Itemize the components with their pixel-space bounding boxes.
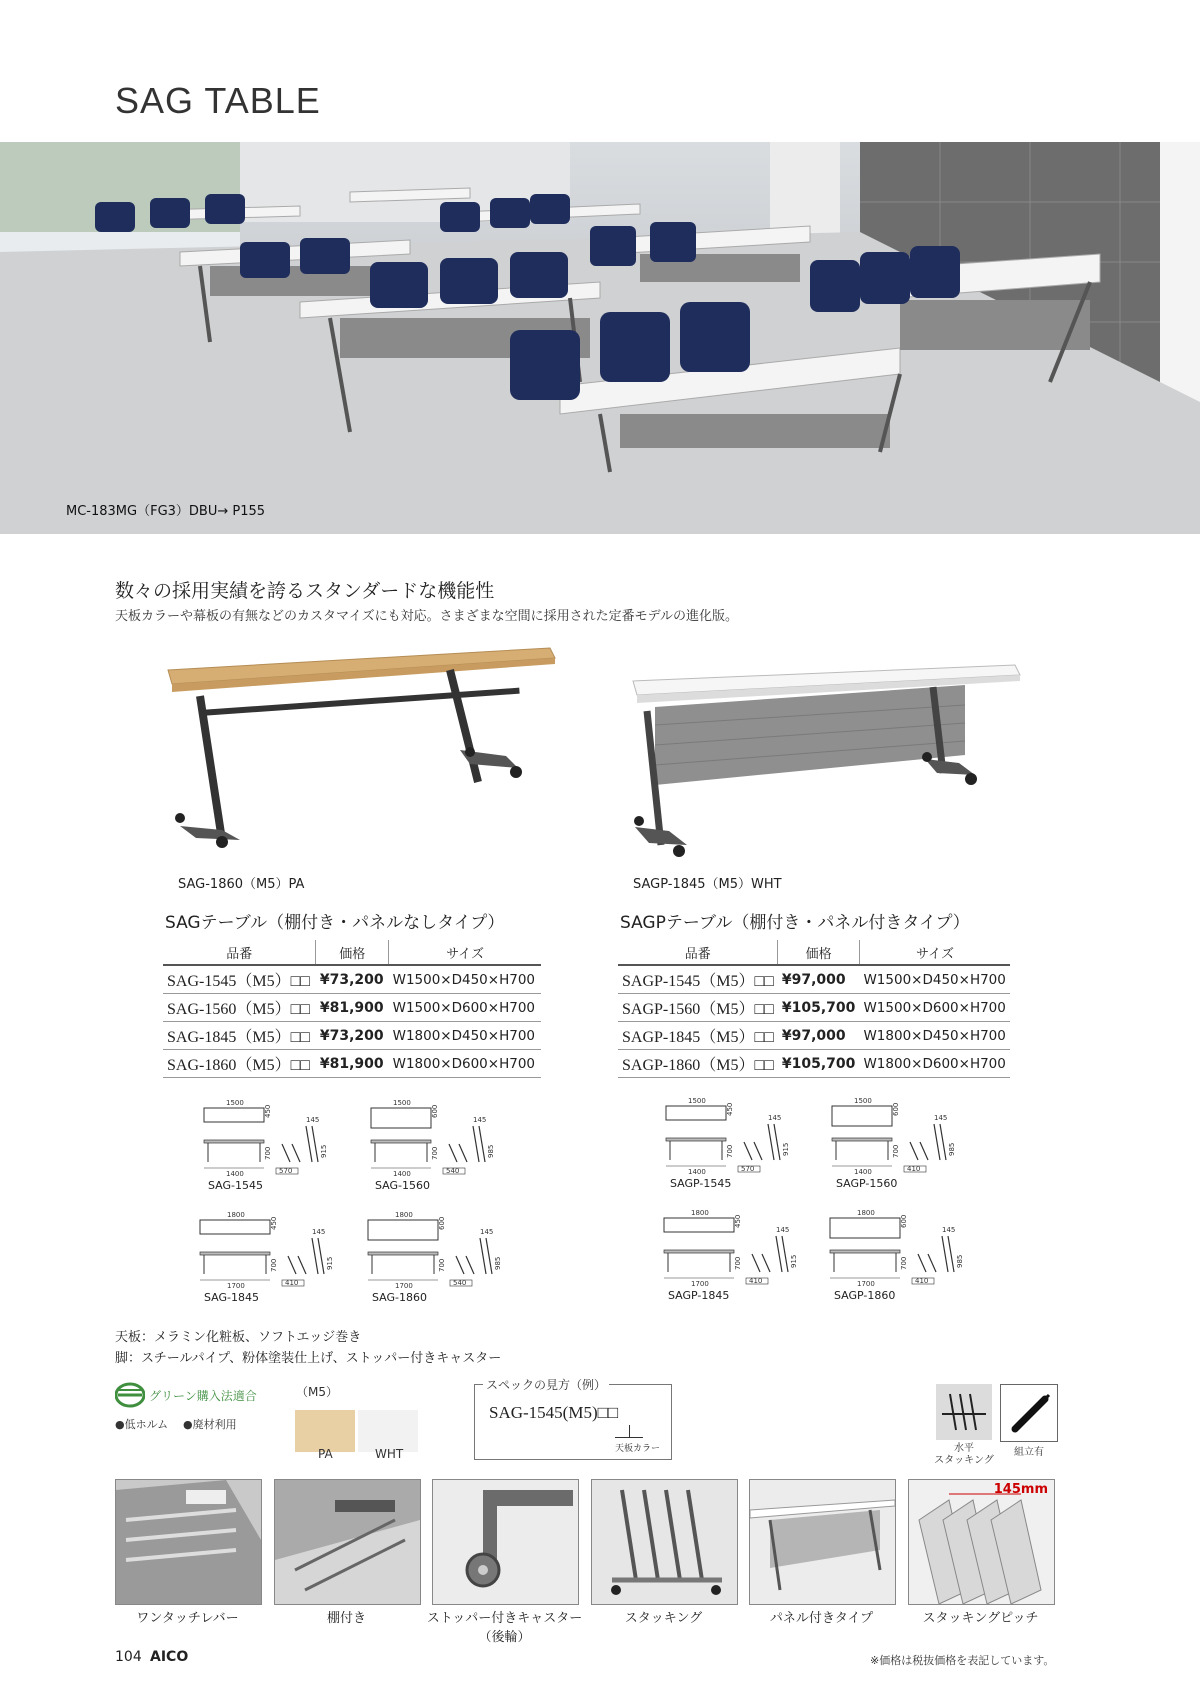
dim-width: 1800 bbox=[395, 1211, 413, 1219]
diagram-label: SAG-1560 bbox=[375, 1179, 431, 1192]
stacking-photo bbox=[591, 1479, 738, 1605]
feature-caption: スタッキング bbox=[624, 1611, 703, 1626]
table-row: SAGP-1545（M5）□□ ¥97,000 W1500×D450×H700 bbox=[618, 965, 1010, 994]
dim-fold-height: 915 bbox=[782, 1142, 790, 1156]
feature-caption: パネル付きタイプ bbox=[769, 1611, 874, 1626]
materials bbox=[115, 1327, 501, 1369]
swatch-label-wht: WHT bbox=[375, 1447, 404, 1461]
dim-width: 1800 bbox=[691, 1209, 709, 1217]
spec-guide-code: SAG-1545(M5)□□ bbox=[489, 1403, 619, 1422]
dim-side: 410 bbox=[749, 1277, 763, 1285]
col-size: サイズ bbox=[859, 940, 1010, 965]
hero-photo bbox=[0, 142, 1200, 534]
spec-guide bbox=[474, 1378, 672, 1460]
screwdriver-icon bbox=[1000, 1384, 1058, 1442]
sag-price-table bbox=[163, 940, 541, 1078]
dim-height: 700 bbox=[431, 1146, 439, 1160]
dim-depth: 450 bbox=[734, 1214, 742, 1228]
table-row: SAGP-1860（M5）□□ ¥105,700 W1800×D600×H700 bbox=[618, 1050, 1010, 1078]
stacking-label: 水平 スタッキング bbox=[934, 1443, 994, 1466]
dim-height: 700 bbox=[900, 1256, 908, 1270]
dim-fold-pitch: 145 bbox=[934, 1114, 948, 1122]
material-top: 天板：メラミン化粧板、ソフトエッジ巻き bbox=[115, 1330, 362, 1345]
dimension-diagram bbox=[826, 1206, 996, 1302]
dim-fold-pitch: 145 bbox=[312, 1228, 326, 1236]
product-model-right: SAGP-1845（M5）WHT bbox=[633, 877, 782, 892]
stacking-pitch-photo bbox=[908, 1479, 1055, 1605]
stopper-caster-photo bbox=[432, 1479, 579, 1605]
diagram-label: SAG-1545 bbox=[208, 1179, 264, 1192]
dim-width: 1500 bbox=[226, 1099, 244, 1107]
section-heading: 数々の採用実績を誇るスタンダードな機能性 bbox=[115, 580, 495, 602]
diagram-label: SAGP-1845 bbox=[668, 1289, 730, 1302]
stacking-icon bbox=[936, 1384, 992, 1440]
diagram-label: SAGP-1860 bbox=[834, 1289, 896, 1302]
dim-fold-pitch: 145 bbox=[942, 1226, 956, 1234]
dimension-diagram bbox=[828, 1094, 998, 1190]
dim-depth: 600 bbox=[892, 1102, 900, 1116]
dim-base: 1400 bbox=[854, 1168, 872, 1176]
feature-caption: ストッパー付きキャスター（後輪） bbox=[426, 1611, 583, 1645]
table-row: SAGP-1560（M5）□□ ¥105,700 W1500×D600×H700 bbox=[618, 994, 1010, 1022]
feature-caption: ワンタッチレバー bbox=[136, 1611, 239, 1626]
one-touch-lever-photo bbox=[115, 1479, 262, 1605]
sagp-price-table bbox=[618, 940, 1010, 1078]
dim-side: 540 bbox=[446, 1167, 460, 1175]
dim-base: 1400 bbox=[688, 1168, 706, 1176]
swatch-wht bbox=[358, 1410, 418, 1452]
col-price: 価格 bbox=[316, 940, 389, 965]
dim-depth: 600 bbox=[431, 1104, 439, 1118]
classroom-illustration bbox=[0, 142, 1200, 534]
green-purchase bbox=[115, 1382, 275, 1442]
dim-width: 1800 bbox=[857, 1209, 875, 1217]
brand-name: AICO bbox=[150, 1649, 189, 1665]
price-note: ※価格は税抜価格を表記しています。 bbox=[870, 1654, 1055, 1667]
hero-caption: MC-183MG（FG3）DBU→ P155 bbox=[66, 504, 266, 519]
dim-base: 1700 bbox=[395, 1282, 413, 1290]
sagp-table-photo bbox=[625, 655, 1025, 875]
dim-fold-pitch: 145 bbox=[768, 1114, 782, 1122]
sag-table-photo bbox=[160, 640, 560, 860]
col-size: サイズ bbox=[389, 940, 541, 965]
material-legs: 脚：スチールパイプ、粉体塗装仕上げ、ストッパー付きキャスター bbox=[115, 1351, 502, 1366]
dimension-diagram bbox=[200, 1096, 370, 1192]
dim-fold-height: 915 bbox=[790, 1254, 798, 1268]
green-label: グリーン購入法適合 bbox=[149, 1389, 257, 1403]
feature-caption: スタッキングピッチ bbox=[922, 1611, 1039, 1626]
badge-low-formaldehyde: ●低ホルム bbox=[115, 1418, 169, 1431]
color-group: （M5） bbox=[296, 1385, 338, 1399]
diagram-label: SAGP-1560 bbox=[836, 1177, 898, 1190]
dim-depth: 450 bbox=[270, 1216, 278, 1230]
badge-recycled: ●廃材利用 bbox=[183, 1418, 237, 1431]
dim-fold-height: 915 bbox=[320, 1144, 328, 1158]
swatch-pa bbox=[295, 1410, 355, 1452]
dim-depth: 450 bbox=[264, 1104, 272, 1118]
dim-depth: 450 bbox=[726, 1102, 734, 1116]
spec-guide-title: スペックの見方（例） bbox=[483, 1376, 609, 1393]
dim-width: 1500 bbox=[688, 1097, 706, 1105]
dim-height: 700 bbox=[726, 1144, 734, 1158]
dimension-diagram bbox=[662, 1094, 832, 1190]
dim-side: 570 bbox=[741, 1165, 755, 1173]
diagram-label: SAG-1845 bbox=[204, 1291, 260, 1304]
dim-base: 1400 bbox=[393, 1170, 411, 1178]
dim-height: 700 bbox=[734, 1256, 742, 1270]
table-row: SAG-1560（M5）□□ ¥81,900 W1500×D600×H700 bbox=[163, 994, 541, 1022]
page-title: SAG TABLE bbox=[115, 80, 321, 121]
panel-type-photo bbox=[749, 1479, 896, 1605]
dimension-diagram bbox=[364, 1208, 534, 1304]
sag-series-title: SAGテーブル（棚付き・パネルなしタイプ） bbox=[165, 913, 505, 933]
dim-fold-height: 915 bbox=[326, 1256, 334, 1270]
dim-depth: 600 bbox=[900, 1214, 908, 1228]
sagp-series-title: SAGPテーブル（棚付き・パネル付きタイプ） bbox=[620, 913, 970, 933]
dim-height: 700 bbox=[270, 1258, 278, 1272]
col-code: 品番 bbox=[163, 940, 316, 965]
dim-fold-pitch: 145 bbox=[473, 1116, 487, 1124]
dim-base: 1700 bbox=[857, 1280, 875, 1288]
dim-height: 700 bbox=[438, 1258, 446, 1272]
col-code: 品番 bbox=[618, 940, 778, 965]
diagram-label: SAG-1860 bbox=[372, 1291, 428, 1304]
spec-guide-note: 天板カラー bbox=[615, 1444, 661, 1454]
assembly-label: 組立有 bbox=[1014, 1447, 1044, 1458]
dim-fold-height: 985 bbox=[494, 1256, 502, 1270]
product-model-left: SAG-1860（M5）PA bbox=[178, 877, 305, 892]
green-g-icon bbox=[115, 1382, 145, 1408]
dim-fold-pitch: 145 bbox=[480, 1228, 494, 1236]
dim-width: 1500 bbox=[393, 1099, 411, 1107]
dimension-diagram bbox=[660, 1206, 830, 1302]
dim-side: 410 bbox=[907, 1165, 921, 1173]
table-row: SAG-1845（M5）□□ ¥73,200 W1800×D450×H700 bbox=[163, 1022, 541, 1050]
dimension-diagram bbox=[367, 1096, 537, 1192]
dim-width: 1800 bbox=[227, 1211, 245, 1219]
feature-caption: 棚付き bbox=[326, 1611, 366, 1626]
dim-fold-height: 985 bbox=[487, 1144, 495, 1158]
section-subheading: 天板カラーや幕板の有無などのカスタマイズにも対応。さまざまな空間に採用された定番モデルの進化版。 bbox=[115, 609, 738, 624]
dim-width: 1500 bbox=[854, 1097, 872, 1105]
dim-fold-height: 985 bbox=[948, 1142, 956, 1156]
dim-height: 700 bbox=[264, 1146, 272, 1160]
dim-fold-pitch: 145 bbox=[776, 1226, 790, 1234]
table-row: SAG-1545（M5）□□ ¥73,200 W1500×D450×H700 bbox=[163, 965, 541, 994]
diagram-label: SAGP-1545 bbox=[670, 1177, 732, 1190]
dim-base: 1400 bbox=[226, 1170, 244, 1178]
dimension-diagram bbox=[196, 1208, 366, 1304]
dim-fold-height: 985 bbox=[956, 1254, 964, 1268]
page-number: 104 bbox=[115, 1649, 142, 1665]
shelf-photo bbox=[274, 1479, 421, 1605]
table-row: SAGP-1845（M5）□□ ¥97,000 W1800×D450×H700 bbox=[618, 1022, 1010, 1050]
dim-depth: 600 bbox=[438, 1216, 446, 1230]
dim-fold-pitch: 145 bbox=[306, 1116, 320, 1124]
dim-side: 540 bbox=[453, 1279, 467, 1287]
stacking-pitch-value: 145mm bbox=[993, 1482, 1048, 1497]
dim-side: 410 bbox=[285, 1279, 299, 1287]
dim-side: 410 bbox=[915, 1277, 929, 1285]
swatch-label-pa: PA bbox=[318, 1447, 333, 1461]
dim-side: 570 bbox=[279, 1167, 293, 1175]
dim-base: 1700 bbox=[227, 1282, 245, 1290]
dim-base: 1700 bbox=[691, 1280, 709, 1288]
dim-height: 700 bbox=[892, 1144, 900, 1158]
table-row: SAG-1860（M5）□□ ¥81,900 W1800×D600×H700 bbox=[163, 1050, 541, 1078]
col-price: 価格 bbox=[778, 940, 860, 965]
